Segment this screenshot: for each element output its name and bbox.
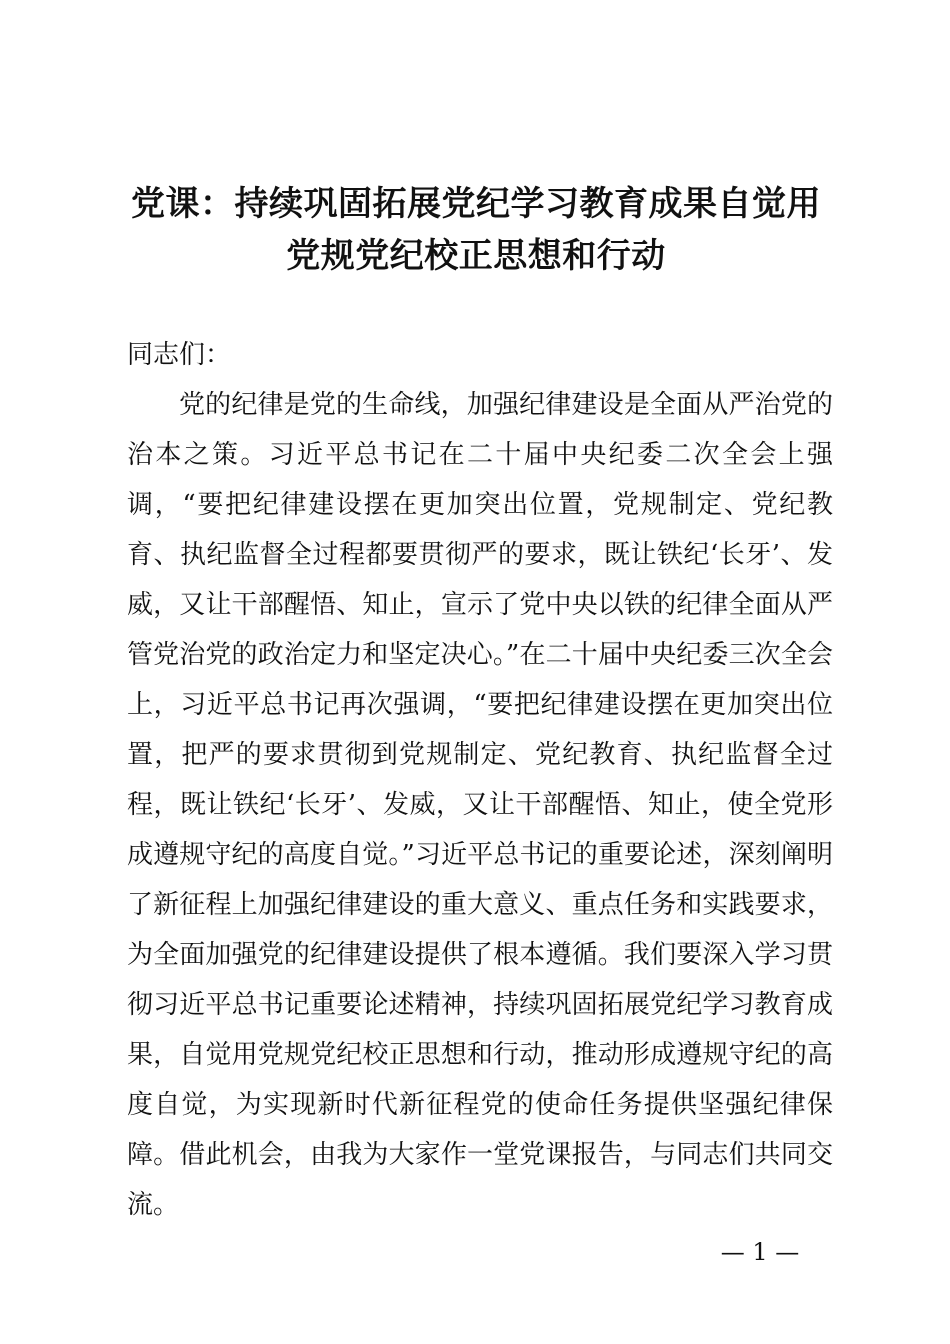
page-number: — 1 —	[720, 1238, 800, 1266]
body-paragraph: 党的纪律是党的生命线，加强纪律建设是全面从严治党的治本之策。习近平总书记在二十届中央纪委二次全会上强调，“要把纪律建设摆在更加突出位置，党规制定、党纪教育、执纪监督全过程都要贯彻严的要求，既让铁纪‘长牙’、发威，又让干部醒悟、知止，宣示了党中央以铁的纪律全面从严管党治党的政治定力和坚定决心。”在二十届中央纪委三次全会上，习近平总书记再次强调，“要把纪律建设摆在更加突出位置，把严的要求贯彻到党规制定、党纪教育、执纪监督全过程，既让铁纪‘长牙’、发威，又让干部醒悟、知止，使全党形成遵规守纪的高度自觉。”习近平总书记的重要论述，深刻阐明了新征程上加强纪律建设的重大意义、重点任务和实践要求，为全面加强党的纪律建设提供了根本遵循。我们要深入学习贯彻习近平总书记重要论述精神，持续巩固拓展党纪学习教育成果，自觉用党规党纪校正思想和行动，推动形成遵规守纪的高度自觉，为实现新时代新征程党的使命任务提供坚强纪律保障。借此机会，由我为大家作一堂党课报告，与同志们共同交流。	[127, 390, 833, 1220]
document-title	[120, 178, 832, 282]
title-line-1: 党课：持续巩固拓展党纪学习教育成果自觉用	[131, 184, 821, 224]
document-body	[127, 330, 833, 1230]
salutation: 同志们：	[127, 340, 232, 370]
title-line-2: 党规党纪校正思想和行动	[286, 236, 666, 276]
